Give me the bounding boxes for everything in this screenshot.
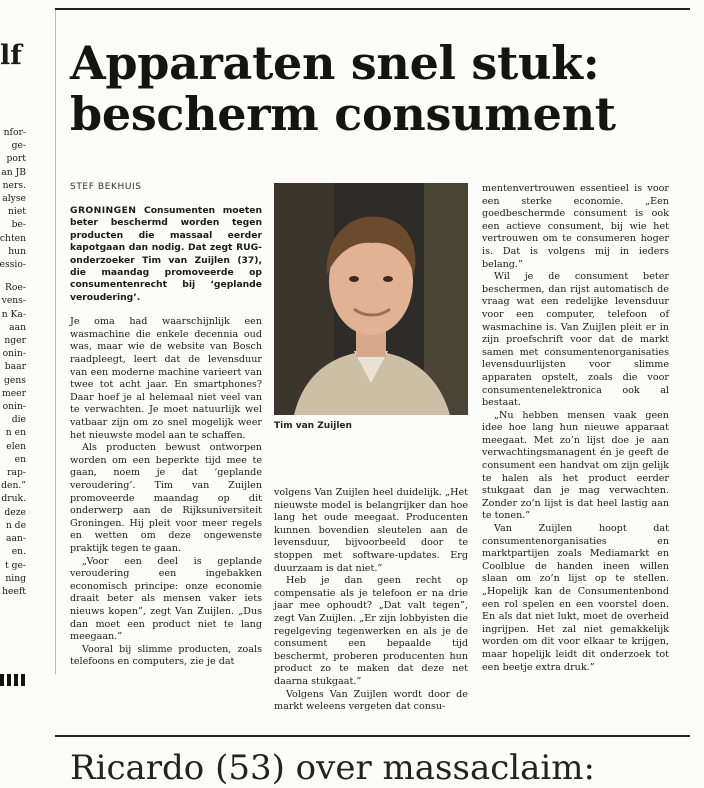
lead-text: Consumenten moeten beter beschermd worden tegen producten die massaal eerder kapotgaan dan nodig. Dat zegt RUG-onderzoeker Tim van Zuijlen (37), die maandag promoveerde op consumentenrecht bij ‘geplande veroudering’. xyxy=(70,205,263,303)
fragment-line: druk. xyxy=(1,493,26,505)
fragment-line: rap- xyxy=(7,467,26,479)
bottom-rule xyxy=(55,735,690,737)
fragment-line: meer xyxy=(2,387,26,399)
fragment-line: deze xyxy=(4,506,26,518)
previous-article-text-fragment xyxy=(0,126,26,598)
body-paragraph: Je oma had waarschijnlijk een wasmachine die enkele decennia oud was, maar wie de website van Bosch raadpleegt, leert dat de levensduur van een moderne machine varieert van twee tot acht jaar. En smartphones? Daar hoef je al helemaal niet veel van te verwachten. Je moet natuurlijk wel vatbaar zijn om zo snel mogelijk weer het nieuwste model aan te schaffen. xyxy=(70,316,262,441)
body-paragraph: Volgens Van Zuijlen wordt door de markt weleens vergeten dat consu- xyxy=(274,688,468,713)
column-divider xyxy=(55,10,56,674)
fragment-line: n Ka- xyxy=(1,308,26,320)
fragment-line: alyse xyxy=(2,193,26,205)
article-column-2 xyxy=(274,487,468,714)
fragment-line: nger xyxy=(4,335,26,347)
end-marks xyxy=(0,674,25,686)
photo-caption: Tim van Zuijlen xyxy=(274,421,352,431)
fragment-line: vens- xyxy=(1,295,26,307)
fragment-line: ners. xyxy=(2,179,26,191)
article-column-3 xyxy=(482,183,669,674)
fragment-line: ning xyxy=(5,572,26,584)
previous-article-headline-fragment: lf xyxy=(0,40,22,71)
body-paragraph: Vooral bij slimme producten, zoals telefoons en computers, zie je dat xyxy=(70,643,262,668)
fragment-line: essio- xyxy=(0,259,26,271)
byline: STEF BEKHUIS xyxy=(70,182,142,192)
fragment-line: n de xyxy=(5,519,26,531)
fragment-line: niet xyxy=(8,206,26,218)
body-paragraph: mentenvertrouwen essentieel is voor een sterke economie. „Een goedbeschermde consument is ook een actieve consument, bij wie het vertrouwen om te consumeren hoger is. Dat is volgens mij in ieders belang.” xyxy=(482,183,669,270)
body-paragraph: Wil je de consument beter beschermen, dan rijst automatisch de vraag wat een redelijke levensduur voor een computer, telefoon of wasmachine is. Van Zuijlen pleit er in zijn proefschrift voor dat de markt samen met consumentenorganisaties levensduurlijsten voor slimme apparaten opstelt, zoals die voor consumentenelektronica ook al bestaat. xyxy=(482,271,669,409)
fragment-line: en. xyxy=(11,546,26,558)
portrait-illustration xyxy=(274,183,468,415)
fragment-line: n en xyxy=(5,427,26,439)
fragment-line: onin- xyxy=(2,348,26,360)
fragment-line: baar xyxy=(4,361,26,373)
fragment-line: aan- xyxy=(6,533,26,545)
body-paragraph: „Nu hebben mensen vaak geen idee hoe lang hun nieuwe apparaat meegaat. Met zo’n lijst doe je aan verwachtingsmanagent én je geeft de consument een handvat om zijn gelijk te halen als het product eerder stukgaat dan je mag verwachten. Zonder zo’n lijst is dat heel lastig aan te tonen.” xyxy=(482,409,669,522)
fragment-line xyxy=(0,271,26,281)
fragment-line: chten xyxy=(0,232,26,244)
fragment-line: hun xyxy=(8,245,26,257)
fragment-line: den.” xyxy=(1,480,26,492)
fragment-line: t ge- xyxy=(4,559,26,571)
body-paragraph: Van Zuijlen hoopt dat consumentenorganisaties en marktpartijen zoals Mediamarkt en Coolblue de handen ineen willen slaan om zo’n lijst op te stellen. „Hopelijk kan de Consumentenbond een rol spelen en een voorstel doen. En als dat niet lukt, moet de overheid ingrijpen. Het zal niet gemakkelijk worden om dit voor elkaar te krijgen, maar hopelijk leidt dit onderzoek tot een beetje extra druk.” xyxy=(482,523,669,673)
body-paragraph: Als producten bewust ontworpen worden om een beperkte tijd mee te gaan, noem je dat ‘geplande veroudering’. Tim van Zuijlen promoveerde maandag op dit onderwerp aan de Rijksuniversiteit Groningen. Hij pleit voor meer regels en wetten om deze ongewenste praktijk tegen te gaan. xyxy=(70,442,262,554)
article-column-1 xyxy=(70,205,262,669)
fragment-line: nfor- xyxy=(3,127,26,138)
fragment-line: be- xyxy=(11,219,26,231)
next-article-headline: Ricardo (53) over massaclaim: xyxy=(70,748,595,788)
fragment-line: elen xyxy=(6,440,26,452)
fragment-line: en xyxy=(14,453,26,465)
fragment-line: an JB xyxy=(1,166,26,178)
fragment-line: ge- xyxy=(11,140,26,152)
body-paragraph: volgens Van Zuijlen heel duidelijk. „Het nieuwste model is belangrijker dan hoe lang het oude meegaat. Producenten kunnen bovendien sleutelen aan de levensduur, bijvoorbeeld door te stoppen met software-updates. Erg duurzaam is dat niet.” xyxy=(274,487,468,574)
fragment-line: Roe- xyxy=(5,282,26,294)
lead-paragraph xyxy=(70,205,262,304)
dateline: GRONINGEN xyxy=(70,205,137,216)
fragment-line: port xyxy=(6,153,26,165)
portrait-photo xyxy=(274,183,468,415)
body-paragraph: Heb je dan geen recht op compensatie als je telefoon er na drie jaar mee ophoudt? „Dat valt tegen”, zegt Van Zuijlen. „Er zijn lobbyisten die regelgeving tegenwerken en als je de consument een bepaalde tijd beschermt, proberen producenten hun product zo te maken dat deze net daarna stukgaat.” xyxy=(274,575,468,687)
fragment-line: aan xyxy=(9,321,26,333)
fragment-line: onin- xyxy=(2,401,26,413)
top-rule xyxy=(55,8,690,10)
fragment-line: die xyxy=(11,414,26,426)
body-paragraph: „Voor een deel is geplande veroudering een ingebakken economisch principe: onze economie draait beter als mensen vaker iets nieuws kopen”, zegt Van Zuijlen. „Dus dan moet een product niet te lang meegaan.” xyxy=(70,555,262,643)
fragment-line: heeft xyxy=(2,585,26,597)
fragment-line: gens xyxy=(4,374,26,386)
article-headline: Apparaten snel stuk: bescherm consument xyxy=(70,36,616,141)
